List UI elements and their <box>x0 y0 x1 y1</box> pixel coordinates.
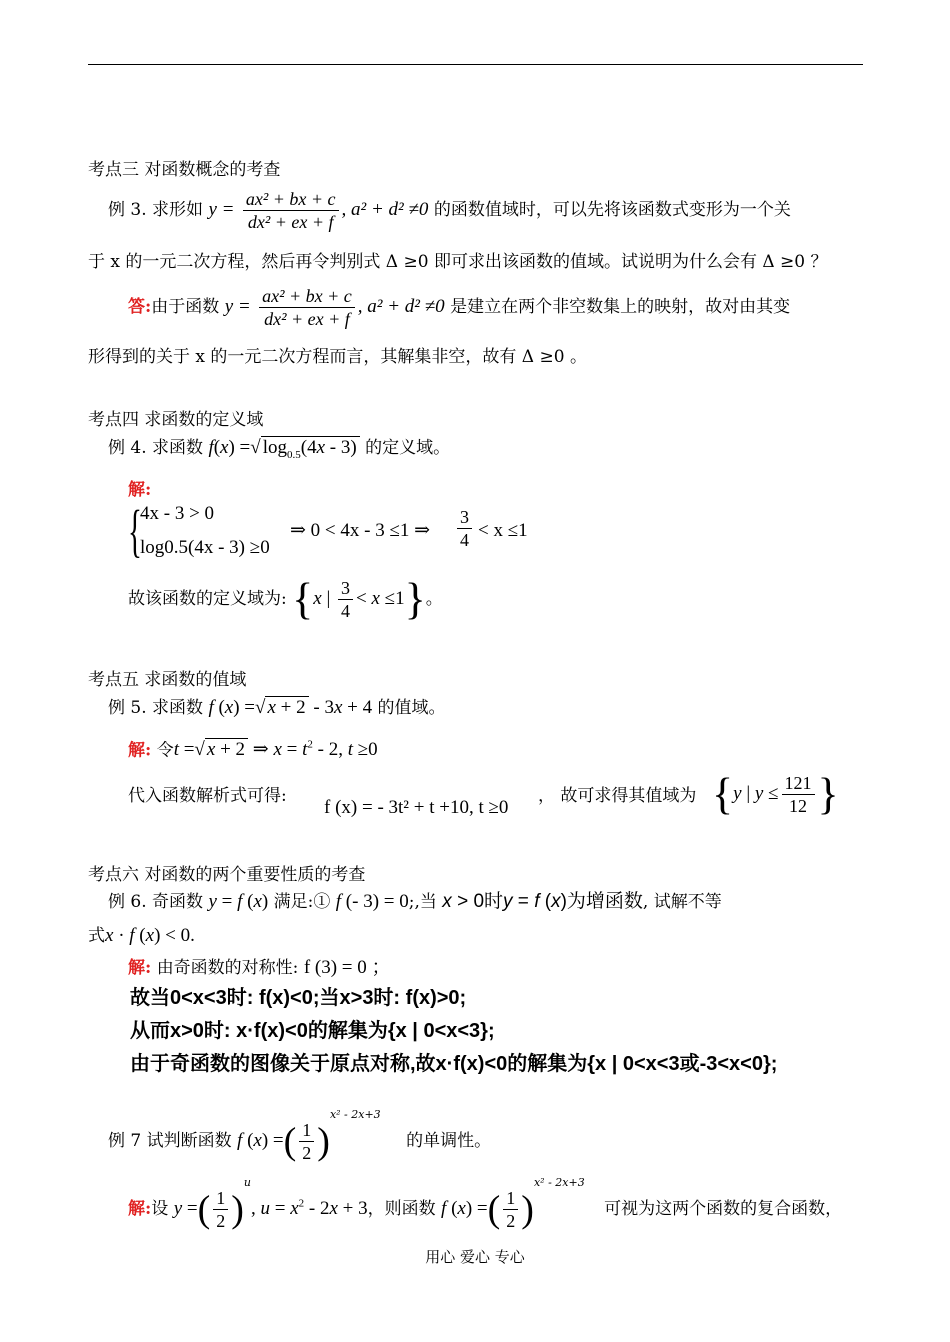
sol7-pre: 设 <box>151 1199 169 1219</box>
solution-6 <box>128 956 391 980</box>
frac-numerator: ax² + bx + c <box>243 188 339 211</box>
sol4-label: 解: <box>128 480 152 500</box>
system-chain: ⇒ 0 < 4x - 3 ≤1 ⇒ <box>290 520 431 541</box>
var-y: y = <box>208 199 235 220</box>
frac-denominator: dx² + ex + f <box>247 212 334 232</box>
range-frac-num: 121 <box>782 772 815 795</box>
result4-pre: 故该函数的定义域为: <box>128 589 287 609</box>
example-6: 例 6. 奇函数 y = f (x) 满足:① f (- 3) = 0;,当 x > 0时y = f (x)为增函数, 试解不等 <box>108 891 722 912</box>
ex7-pre: 例 7 试判断函数 <box>108 1131 232 1151</box>
sol6-line2: 从而x>0时: x·f(x)<0的解集为{x | 0<x<3}; <box>130 1020 495 1042</box>
chain-fraction <box>457 506 472 551</box>
sol7-mid: ，则函数 <box>367 1199 436 1219</box>
ex5-post: 的值域。 <box>377 698 446 718</box>
ex3-prefix: 例 3. 求形如 <box>108 200 204 220</box>
header-rule <box>88 64 863 65</box>
ex6-line2: 式x · f (x) < 0. <box>88 925 195 946</box>
ex7-post: 的单调性。 <box>406 1131 492 1151</box>
example-7: 例 7 试判断函数 f (x) =( $\frac{1}{2}$ )$^{x^2 - 2x+3}$ 的单调性。 <box>108 1108 492 1163</box>
ans-frac-numerator: ax² + bx + c <box>259 285 355 308</box>
ex3-mid-text: 的函数值域时，可以先将该函数式变形为一个关 <box>433 200 791 220</box>
ex6-line2-text: 式 <box>88 926 105 946</box>
range-frac-den: 12 <box>789 796 807 816</box>
system-line1: 4x - 3 > 0 <box>140 503 215 524</box>
ans-mid-text: 是建立在两个非空数集上的映射，故对由其变 <box>450 297 791 317</box>
sol7-post: 可视为这两个函数的复合函数， <box>604 1199 843 1219</box>
chain-frac-num: 3 <box>457 506 472 529</box>
section-heading-3: 考点三 对函数概念的考查 <box>88 160 281 180</box>
ans-pre: 由于函数 <box>151 297 220 317</box>
answer-label: 答: <box>128 297 152 317</box>
answer-3 <box>128 283 790 331</box>
sol6-label: 解: <box>128 958 152 978</box>
range-set: {y | y ≤ $\frac{121}{12}$ } <box>712 769 839 819</box>
ex3-fraction <box>243 188 339 233</box>
ans-frac-denominator: dx² + ex + f <box>264 309 350 329</box>
chain-end: < x ≤1 <box>478 520 528 541</box>
example-4: 例 4. 求函数 f(x) =√ $\log_{0.5}(4x - 3)$ 的定义域。 <box>108 437 451 461</box>
ex3-line2: 于 x 的一元二次方程，然后再令判别式 Δ ≥0 即可求出该函数的值域。试说明为什么会有 Δ ≥0 ？ <box>88 252 828 272</box>
sol6-text: 由奇函数的对称性: <box>156 958 299 978</box>
sol7-exponent: x² - 2x+3 <box>533 1176 585 1189</box>
sol6-line3: 由于奇函数的图像关于原点对称,故x·f(x)<0的解集为{x | 0<x<3或-3<x<0}; <box>130 1053 778 1075</box>
sol5-formula: t =√ x + 2 ⇒ $x = t^2 - 2$, t ≥0 <box>173 739 378 761</box>
result4-post: 。 <box>425 589 443 609</box>
page-footer: 用心 爱心 专心 <box>425 1248 525 1266</box>
sub-pre: 代入函数解析式可得: <box>128 786 287 806</box>
range-pre: ， 故可求得其值域为 <box>538 786 697 806</box>
solution-5 <box>128 733 378 762</box>
ans-line2: 形得到的关于 x 的一元二次方程而言，其解集非空，故有 Δ ≥0 。 <box>88 347 587 367</box>
sol6-line1: 故当0<x<3时: f(x)<0;当x>3时: f(x)>0; <box>130 987 467 1009</box>
left-brace: { <box>128 498 142 563</box>
section-heading-6: 考点六 对函数的两个重要性质的考查 <box>88 865 366 885</box>
ex4-post: 的定义域。 <box>365 438 451 458</box>
ex5-pre: 例 5. 求函数 <box>108 698 204 718</box>
sol5-label: 解: <box>128 740 152 761</box>
sol7-label: 解: <box>128 1199 152 1219</box>
section-heading-5: 考点五 求函数的值域 <box>88 670 247 690</box>
ex5-formula: f (x) =√ x + 2 - 3x + 4 <box>208 697 373 718</box>
ex6-a: 例 6. 奇函数 <box>108 892 204 912</box>
section-heading-4: 考点四 求函数的定义域 <box>88 410 264 430</box>
example-5 <box>108 696 446 720</box>
ex6-d: , 试解不等 <box>642 892 722 912</box>
solution-4-result: 故该函数的定义域为: {x | $\frac{3}{4}$ < x ≤1}。 <box>128 574 443 624</box>
ex3-condition: , a² + d² ≠0 <box>341 199 429 220</box>
ex4-pre: 例 4. 求函数 <box>108 438 204 458</box>
sol5-text: 令 <box>156 740 174 761</box>
sol6-sym: f (3) = 0 ； <box>303 957 391 978</box>
ex7-exponent: x² - 2x+3 <box>329 1108 381 1121</box>
chain-frac-den: 4 <box>460 530 469 550</box>
system-line2: log0.5(4x - 3) ≥0 <box>140 537 270 558</box>
ans-fraction <box>259 285 355 330</box>
var-y-2: y = <box>224 296 251 317</box>
ex6-b: 满足:① <box>273 892 331 912</box>
solution-7: 解:设 y =( $\frac{1}{2}$ )$^u$, $u = x^2 - 2x + 3$，则函数 f (x) =( $\frac{1}{2}$ )$^{x^2 - 2x+3}$ 可视为这两个函数的复合函数， <box>128 1176 843 1231</box>
ex6-c: ;,当 <box>408 892 437 912</box>
ex4-formula: f <box>208 437 214 458</box>
ans-condition: , a² + d² ≠0 <box>357 296 445 317</box>
sub-expr: f (x) = - 3t² + t +10, t ≥0 <box>324 797 509 818</box>
example-3 <box>108 186 791 234</box>
